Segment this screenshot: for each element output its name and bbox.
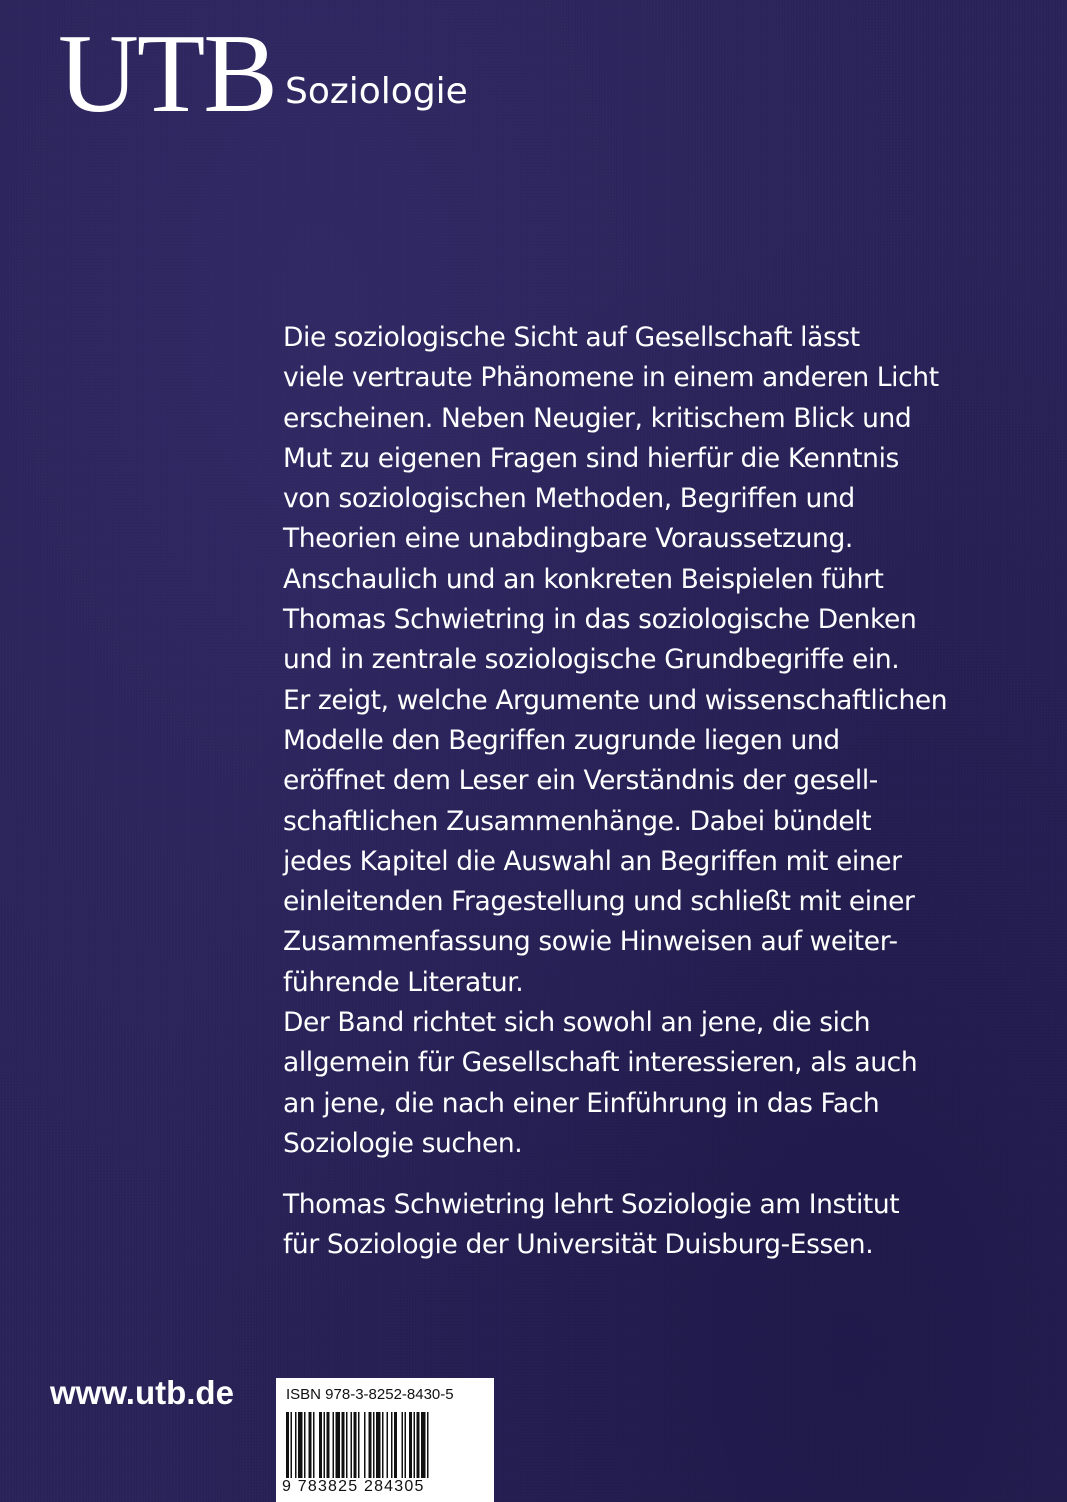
barcode-bar [354,1412,357,1478]
barcode-bar [427,1412,429,1478]
blurb-line: an jene, die nach einer Einführung in das Fach [283,1087,880,1119]
blurb-line: Thomas Schwietring in das soziologische Denken [283,604,917,636]
blurb-line: Anschaulich und an konkreten Beispielen führt [283,563,884,595]
barcode-bar [336,1412,341,1478]
barcode-bar [369,1412,372,1478]
blurb-line: und in zentrale soziologische Grundbegriffe ein. [283,644,900,676]
blurb-line: Modelle den Begriffen zugrunde liegen und [283,724,840,756]
blurb-line: einleitenden Fragestellung und schließt mit einer [283,886,915,918]
blurb-line: Mut zu eigenen Fragen sind hierfür die Kenntnis [283,442,899,474]
blurb-line: schaftlichen Zusammenhänge. Dabei bündelt [283,805,872,837]
blurb-line: jedes Kapitel die Auswahl an Begriffen mit einer [283,845,902,877]
barcode-bar [286,1412,289,1478]
series-label: Soziologie [285,71,468,112]
blurb-line: eröffnet dem Leser ein Verständnis der gesell- [283,765,878,797]
barcode-bar [409,1412,412,1478]
brand-logo: UTB [58,12,276,136]
blurb-line: Soziologie suchen. [283,1127,523,1159]
barcode-bar [402,1412,404,1478]
blurb-line: Er zeigt, welche Argumente und wissenschaftlichen [283,684,948,716]
blurb-text [283,318,1003,1164]
barcode-bar [417,1412,420,1478]
barcode-bar [387,1412,389,1478]
blurb-line: von soziologischen Methoden, Begriffen und [283,483,855,515]
author-note [283,1185,1003,1265]
barcode-bar [333,1412,335,1478]
blurb-line: viele vertraute Phänomene in einem anderen Licht [283,362,939,394]
barcode-bar [304,1412,306,1478]
blurb-line: Zusammenfassung sowie Hinweisen auf weiter- [283,926,898,958]
barcode-bar [313,1412,315,1478]
author-note-line: für Soziologie der Universität Duisburg-Essen. [283,1229,874,1260]
barcode-bar [327,1412,330,1478]
barcode-bar [394,1412,397,1478]
website-url: www.utb.de [50,1374,234,1411]
barcode-bar [309,1412,312,1478]
blurb-line: führende Literatur. [283,966,524,998]
blurb-line: allgemein für Gesellschaft interessieren, als auch [283,1047,918,1079]
barcode-bar [346,1412,348,1478]
blurb-line: Die soziologische Sicht auf Gesellschaft lässt [283,322,860,353]
barcode-bar [421,1412,426,1478]
barcode-box [276,1378,494,1502]
author-note-line: Thomas Schwietring lehrt Soziologie am Institut [283,1189,900,1220]
barcode-bar [319,1412,322,1478]
barcode-bar [373,1412,375,1478]
barcode-bar [414,1412,416,1478]
blurb-line: erscheinen. Neben Neugier, kritischem Blick und [283,402,912,434]
barcode-bar [351,1412,353,1478]
barcode-bar [298,1412,303,1478]
barcode-bar [391,1412,393,1478]
barcode-bar [295,1412,297,1478]
barcode-icon [286,1412,482,1478]
barcode-bar [324,1412,326,1478]
barcode-bar [382,1412,384,1478]
isbn-label: ISBN 978-3-8252-8430-5 [286,1386,454,1403]
barcode-bar [364,1412,366,1478]
blurb-line: Theorien eine unabdingbare Voraussetzung. [283,523,853,555]
barcode-bar [405,1412,407,1478]
barcode-digits: 9 783825 284305 [282,1478,425,1495]
barcode-bar [342,1412,345,1478]
barcode-bar [358,1412,360,1478]
blurb-line: Der Band richtet sich sowohl an jene, die sich [283,1007,871,1039]
barcode-bar [376,1412,381,1478]
barcode-bar [291,1412,293,1478]
